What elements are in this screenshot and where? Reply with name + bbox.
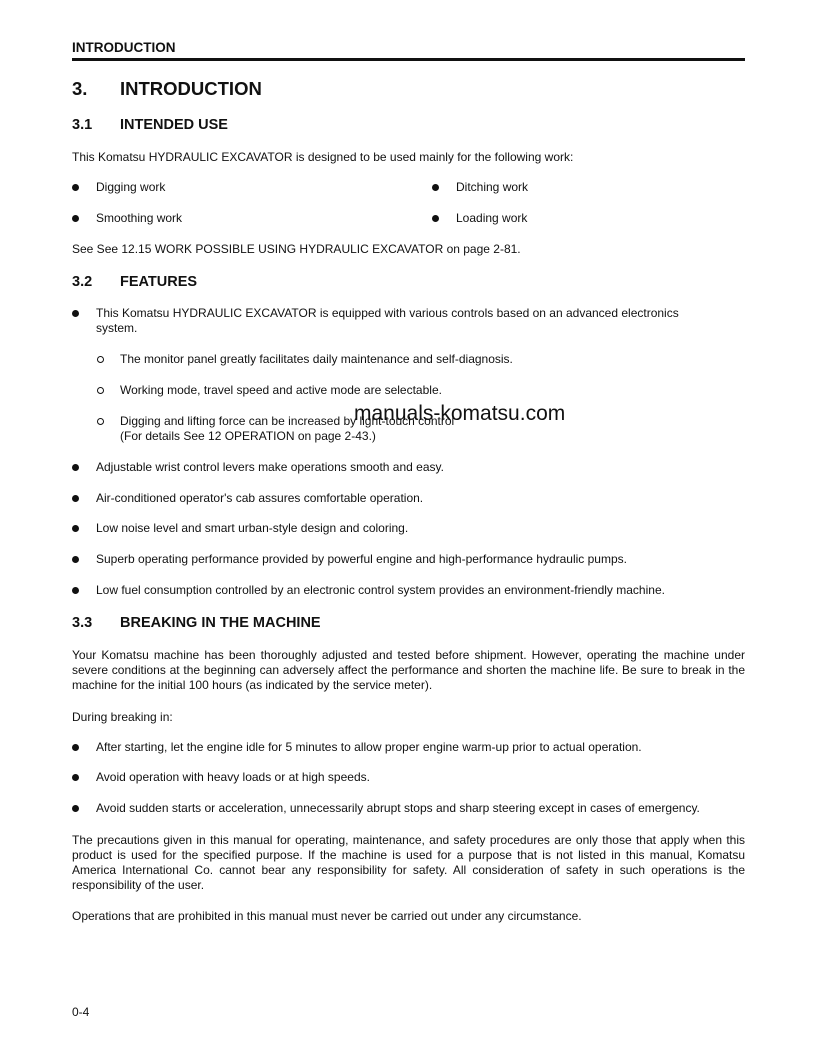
list-item [72, 306, 745, 338]
page-number: 0-4 [72, 1005, 90, 1019]
bullet-icon [72, 744, 79, 751]
list-item-text: Smoothing work [96, 211, 183, 225]
header-rule [72, 58, 745, 61]
watermark: manuals-komatsu.com [354, 402, 566, 425]
sub-list-item-text: Digging and lifting force can be increased by light-touch control [120, 414, 455, 428]
during-breaking-in-label: During breaking in: [72, 710, 173, 724]
list-item-text: Ditching work [456, 180, 529, 194]
bullet-icon [432, 215, 439, 222]
section-number: 3.2 [72, 274, 93, 290]
bullet-icon [72, 805, 79, 812]
sub-list-item-text: Working mode, travel speed and active mode are selectable. [120, 383, 442, 397]
running-header: INTRODUCTION [72, 40, 176, 55]
list-item-text: Avoid operation with heavy loads or at high speeds. [96, 770, 370, 784]
list-item-text: Superb operating performance provided by powerful engine and high-performance hydraulic pumps. [96, 552, 627, 566]
cross-reference: See See 12.15 WORK POSSIBLE USING HYDRAULIC EXCAVATOR on page 2-81. [72, 242, 521, 256]
section-number: 3.3 [72, 615, 93, 631]
bullet-icon [72, 464, 79, 471]
bullet-icon [72, 184, 79, 191]
chapter-title: INTRODUCTION [120, 78, 262, 99]
prohibited-operations-paragraph: Operations that are prohibited in this manual must never be carried out under any circumstance. [72, 909, 582, 923]
list-item-text: Avoid sudden starts or acceleration, unnecessarily abrupt stops and sharp steering except in cases of emergency. [96, 801, 700, 815]
breaking-in-paragraph: Your Komatsu machine has been thoroughly adjusted and tested before shipment. However, operating the machine under severe conditions at the beginning can adversely affect the performance and shorten the machine life. Be sure to break in the machine for the initial 100 hours (as indicated by the service meter). [72, 648, 745, 692]
circle-bullet-icon [97, 387, 104, 394]
list-item-text: Loading work [456, 211, 528, 225]
section-number: 3.1 [72, 117, 93, 133]
section-heading-intended-use [72, 117, 228, 133]
bullet-icon [72, 774, 79, 781]
intended-use-intro: This Komatsu HYDRAULIC EXCAVATOR is designed to be used mainly for the following work: [72, 150, 574, 164]
bullet-icon [72, 310, 79, 317]
bullet-icon [72, 587, 79, 594]
list-item-text: Adjustable wrist control levers make operations smooth and easy. [96, 460, 444, 474]
precautions-paragraph: The precautions given in this manual for operating, maintenance, and safety procedures are only those that apply when this product is used for the specified purpose. If the machine is used for a purpose that is not listed in this manual, Komatsu America International Co. cannot bear any responsibility for safety. All consideration of safety in such operations is the responsibility of the user. [72, 833, 745, 892]
list-item-text: After starting, let the engine idle for 5 minutes to allow proper engine warm-up prior to actual operation. [96, 740, 642, 754]
circle-bullet-icon [97, 418, 104, 425]
list-item-text: This Komatsu HYDRAULIC EXCAVATOR is equipped with various controls based on an advanced electronics [96, 306, 679, 320]
circle-bullet-icon [97, 356, 104, 363]
chapter-number: 3. [72, 78, 88, 99]
list-item-text: Digging work [96, 180, 166, 194]
bullet-icon [432, 184, 439, 191]
bullet-icon [72, 495, 79, 502]
bullet-icon [72, 215, 79, 222]
list-item-text-continued: system. [96, 321, 138, 335]
list-item-text: Air-conditioned operator's cab assures comfortable operation. [96, 491, 424, 505]
section-title: INTENDED USE [120, 117, 228, 133]
sub-list-item-text: The monitor panel greatly facilitates daily maintenance and self-diagnosis. [120, 352, 513, 366]
chapter-heading [72, 78, 262, 100]
sub-list-item-text-continued: (For details See 12 OPERATION on page 2-43.) [120, 429, 376, 443]
bullet-icon [72, 525, 79, 532]
section-heading-features [72, 274, 198, 290]
bullet-icon [72, 556, 79, 563]
section-heading-breaking-in [72, 615, 321, 631]
list-item-text: Low noise level and smart urban-style design and coloring. [96, 521, 409, 535]
section-title: FEATURES [120, 274, 198, 290]
section-title: BREAKING IN THE MACHINE [120, 615, 321, 631]
list-item-text: Low fuel consumption controlled by an electronic control system provides an environment-friendly machine. [96, 583, 665, 597]
